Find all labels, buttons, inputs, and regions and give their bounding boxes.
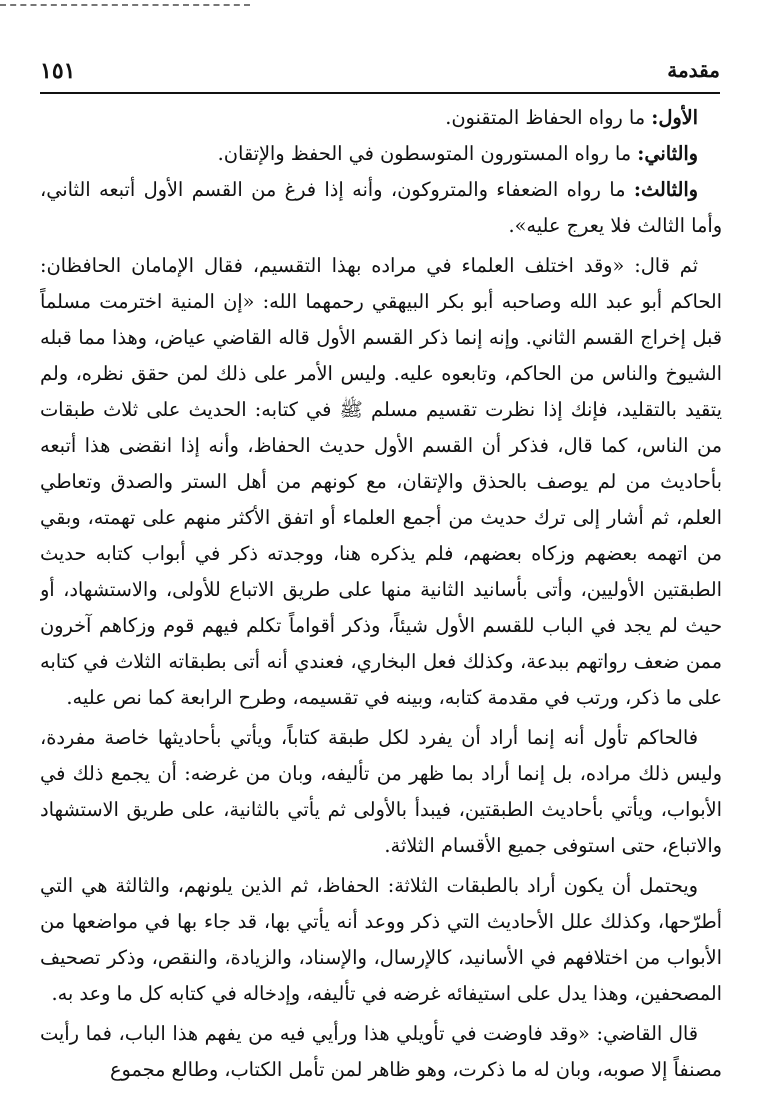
term-third: والثالث: (633, 178, 698, 201)
paragraph-second-category (40, 136, 722, 172)
paragraph-three-classes: ويحتمل أن يكون أراد بالطبقات الثلاثة: الحفاظ، ثم الذين يلونهم، والثالثة هي التي أطرّحها، وكذلك علل الأحاديث التي ذكر ووعد أنه يأتي بها، قد جاء بها في مواضعها من الأبواب من اختلافهم في الأسانيد، كالإرسال، والإسناد، والزيادة، والنقص، وذكر تصحيف المصحفين، وهذا يدل على استيفائه غرضه في تأليفه، وإدخاله في كتابه كل ما وعد به. (40, 874, 722, 1005)
text-second: ما رواه المستورون المتوسطون في الحفظ والإتقان. (217, 142, 638, 165)
page-number: ١٥١ (40, 58, 76, 84)
paragraph-third-category (40, 172, 722, 244)
paragraph-hakim-interpretation: فالحاكم تأول أنه إنما أراد أن يفرد لكل طبقة كتاباً، ويأتي بأحاديثها خاصة مفردة، وليس ذلك مراده، بل إنما أراد بما ظهر من تأليفه، وبان من غرضه: أن يجمع ذلك في الأبواب، ويأتي بأحاديث الطبقتين، فيبدأ بالأولى ثم يأتي بالثانية، على طريق الاستشهاد والاتباع، حتى استوفى جميع الأقسام الثلاثة. (40, 726, 722, 857)
term-second: والثاني: (637, 142, 698, 165)
scan-top-border (0, 4, 250, 6)
running-head: مقدمة (667, 58, 720, 82)
text-third: ما رواه الضعفاء والمتروكون، وأنه إذا فرغ من القسم الأول أتبعه الثاني، وأما الثالث فلا يعرج عليه». (40, 178, 722, 237)
paragraph-quote-qadi: ثم قال: «وقد اختلف العلماء في مراده بهذا التقسيم، فقال الإمامان الحافظان: الحاكم أبو عبد الله وصاحبه أبو بكر البيهقي رحمهما الله: «إن المنية اخترمت مسلماً قبل إخراج القسم الثاني. وإنه إنما ذكر القسم الأول قاله القاضي عياض، وهذا مما قبله الشيوخ والناس من الحاكم، وتابعوه عليه. وليس الأمر على ذلك لمن حقق نظره، ولم يتقيد بالتقليد، فإنك إذا نظرت تقسيم مسلم ﷺ في كتابه: الحديث على ثلاث طبقات من الناس، كما قال، فذكر أن القسم الأول حديث الحفاظ، وأنه إذا انقضى هذا أتبعه بأحاديث من لم يوصف بالحذق والإتقان، مع كونهم من أهل الستر والصدق وتعاطي العلم، ثم أشار إلى ترك حديث من أجمع العلماء أو اتفق الأكثر منهم على تهمته، وبقي من اتهمه بعضهم وزكاه بعضهم، فلم يذكره هنا، ووجدته ذكر في أبواب كتابه حديث الطبقتين الأوليين، وأتى بأسانيد الثانية منها على طريق الاتباع للأولى، والاستشهاد، أو حيث لم يجد في الباب للقسم الأول شيئاً، وذكر أقواماً تكلم فيهم قوم وزكاهم آخرون ممن ضعف رواتهم ببدعة، وكذلك فعل البخاري، فعندي أنه أتى بطبقاته الثلاث في كتابه على ما ذكر، ورتب في مقدمة كتابه، وبينه في تقسيمه، وطرح الرابعة كما نص عليه. (40, 254, 722, 709)
page-body (40, 100, 722, 1116)
paragraph-first-category (40, 100, 722, 136)
term-first: الأول: (651, 106, 698, 129)
paragraph-qadi-consultation: قال القاضي: «وقد فاوضت في تأويلي هذا ورأيي فيه من يفهم هذا الباب، فما رأيت مصنفاً إلا صوبه، وبان له ما ذكرت، وهو ظاهر لمن تأمل الكتاب، وطالع مجموع (40, 1022, 722, 1081)
page-header (40, 58, 720, 94)
text-first: ما رواه الحفاظ المتقنون. (445, 106, 652, 129)
